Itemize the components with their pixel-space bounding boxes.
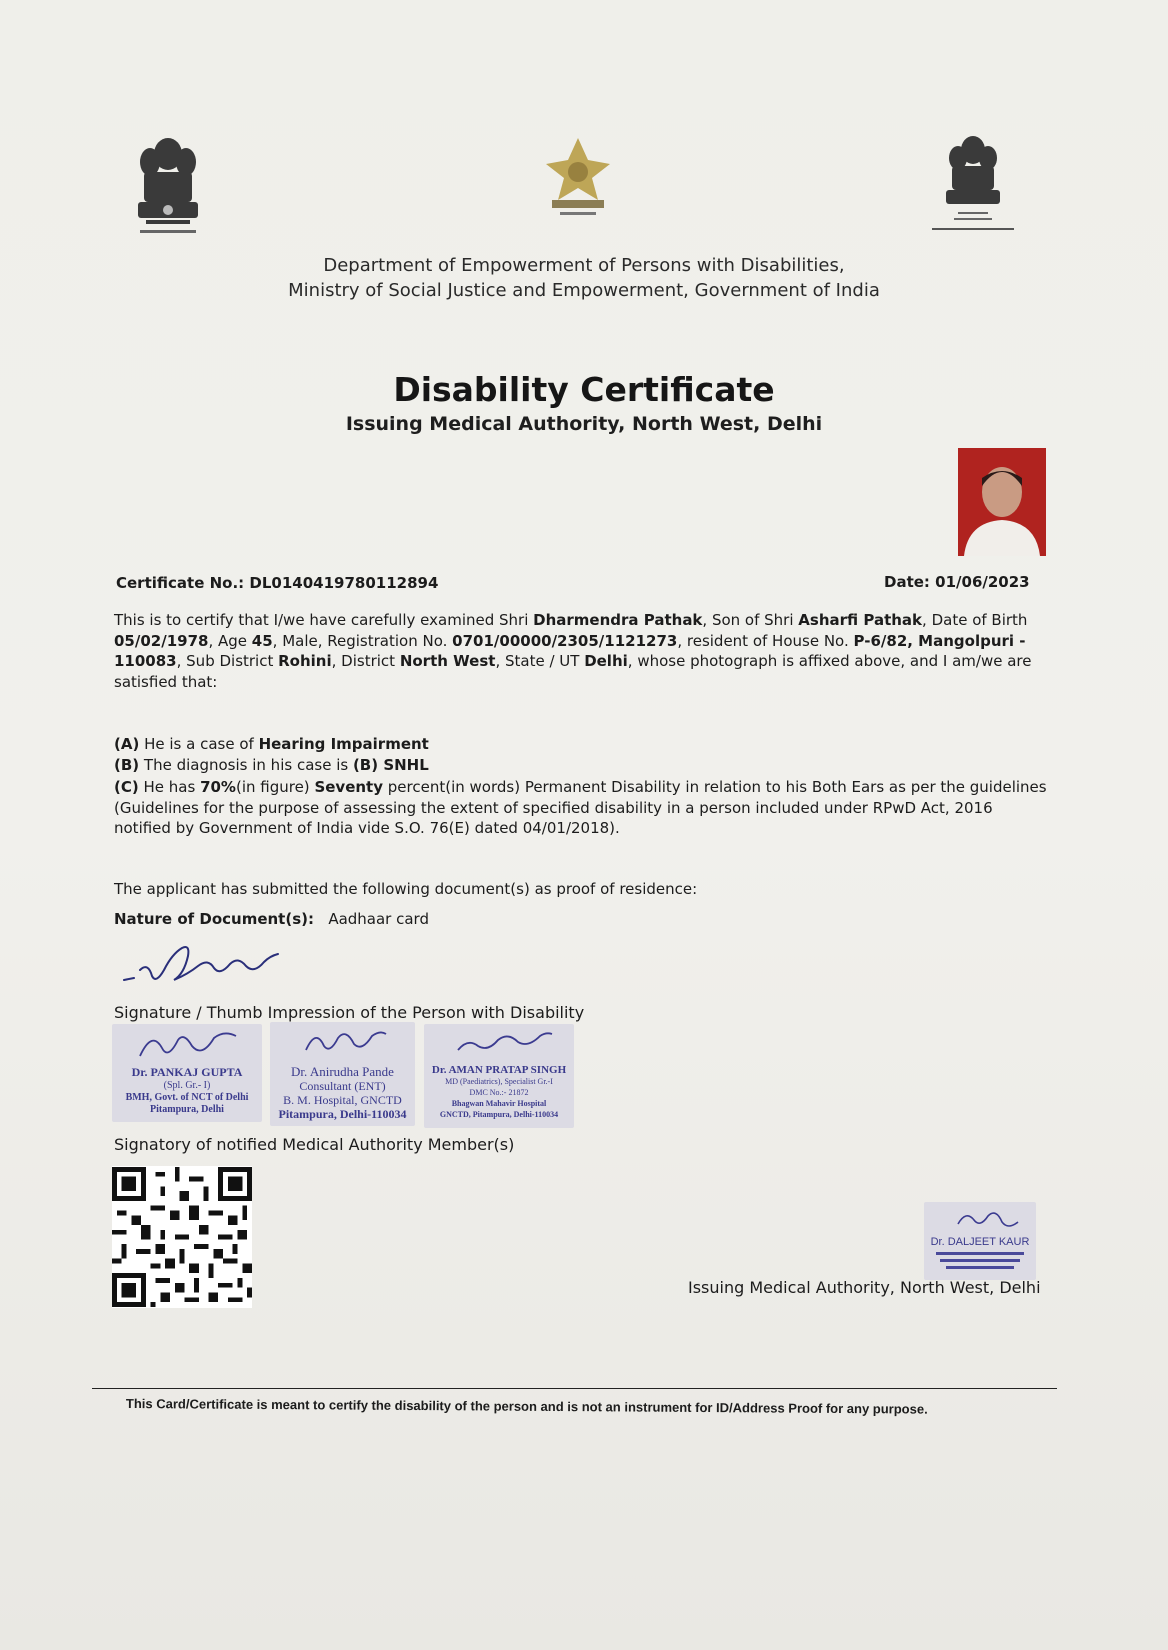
finding-a: (A) He is a case of Hearing Impairment	[114, 735, 429, 753]
age: 45	[251, 631, 273, 650]
qr-code[interactable]	[112, 1166, 252, 1308]
applicant-name: Dharmendra Pathak	[533, 611, 703, 629]
finding-c: (C) He has 70%(in figure) Seventy percent(in words) Permanent Disability in relation to his Both Ears as per the guidelines (Guidelines for the purpose of assessing the extent of specified disability in a person included under RPwD Act, 2016 notified by Government of India vide S.O. 76(E) dated 04/01/2018).	[114, 778, 1047, 837]
applicant-signature	[118, 940, 288, 992]
ashoka-emblem-left	[128, 132, 208, 242]
department-logo	[530, 134, 626, 220]
house-address: P-6/82, Mangolpuri - 110083	[114, 631, 1026, 670]
proof-document: Nature of Document(s): Aadhaar card	[114, 910, 429, 928]
doctor-stamp-2: Dr. Anirudha Pande Consultant (ENT) B. M. Hospital, GNCTD Pitampura, Delhi-110034	[270, 1022, 415, 1126]
issuing-authority-label: Issuing Medical Authority, North West, Delhi	[688, 1278, 1041, 1297]
doctor-stamp-1: Dr. PANKAJ GUPTA (Spl. Gr.- I) BMH, Govt. of NCT of Delhi Pitampura, Delhi	[112, 1024, 262, 1122]
registration-number: 0701/00000/2305/1121273	[452, 631, 678, 650]
father-name: Asharfi Pathak	[798, 611, 923, 629]
footer-disclaimer: This Card/Certificate is meant to certify the disability of the person and is not an instrument for ID/Address Proof for any purpose.	[125, 1396, 928, 1417]
state: Delhi	[584, 652, 628, 670]
date-of-birth: 05/02/1978	[114, 631, 209, 650]
district: North West	[399, 652, 496, 670]
ministry-name: Ministry of Social Justice and Empowerment, Government of India	[288, 280, 880, 301]
finding-b: (B) The diagnosis in his case is (B) SNHL	[114, 756, 429, 774]
proof-intro: The applicant has submitted the following document(s) as proof of residence:	[114, 880, 698, 898]
applicant-signature-label: Signature / Thumb Impression of the Person with Disability	[114, 1003, 585, 1022]
issue-date: Date: 01/06/2023	[884, 573, 1030, 591]
certification-paragraph: This is to certify that I/we have carefully examined Shri Dharmendra Pathak, Son of Shri Asharfi Pathak, Date of Birth 05/02/1978, Age 45, Male, Registration No. 0701/00000/2305/1121273, resident of House No. P-6/82, Mangolpuri - 110083, Sub District Rohini, District North West, State / UT Delhi, whose photograph is affixed above, and I am/we are satisfied that:	[114, 611, 1032, 691]
footer-divider	[92, 1388, 1057, 1389]
certificate-title: Disability Certificate	[393, 370, 775, 409]
applicant-photo	[958, 448, 1046, 556]
certificate-number: Certificate No.: DL0140419780112894	[116, 574, 439, 592]
signatory-label: Signatory of notified Medical Authority Member(s)	[114, 1135, 515, 1154]
department-name: Department of Empowerment of Persons with Disabilities,	[323, 255, 845, 276]
certificate-subtitle: Issuing Medical Authority, North West, Delhi	[345, 413, 823, 435]
ashoka-emblem-right	[928, 132, 1018, 242]
doctor-stamp-3: Dr. AMAN PRATAP SINGH MD (Paediatrics), Specialist Gr.-I DMC No.:- 21872 Bhagwan Mahavir Hospital GNCTD, Pitampura, Delhi-110034	[424, 1024, 574, 1128]
issuing-authority-stamp: Dr. DALJEET KAUR	[924, 1202, 1036, 1280]
sub-district: Rohini	[278, 652, 332, 670]
